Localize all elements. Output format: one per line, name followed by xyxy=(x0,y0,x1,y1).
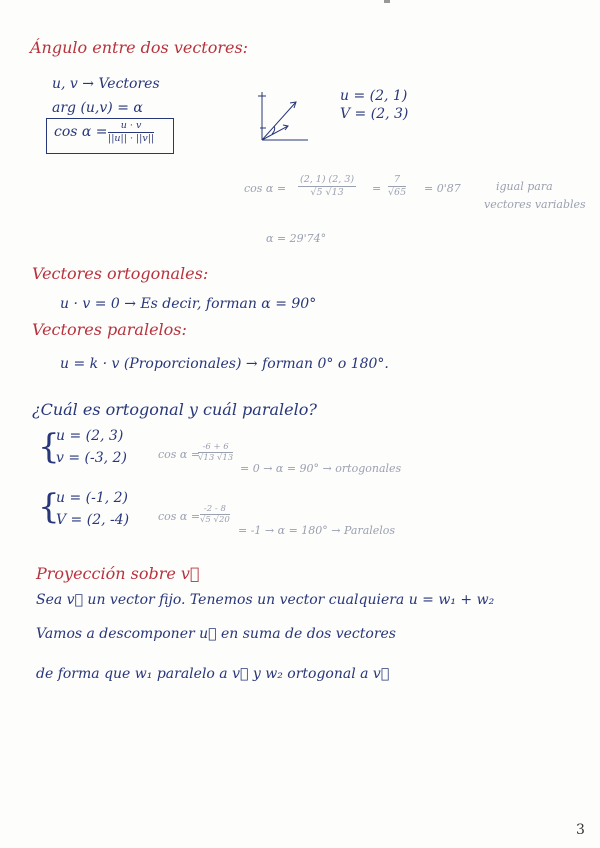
example-calc-numerator: (2, 1) (2, 3) xyxy=(300,174,355,185)
example-calc-fraction xyxy=(298,174,356,199)
pair1-u: u = (2, 3) xyxy=(56,428,124,444)
pair2-calc-numerator: -2 - 8 xyxy=(200,504,230,515)
example-calc-mid-denominator: √65 xyxy=(388,187,407,198)
heading-parallel: Vectores paralelos: xyxy=(32,320,187,339)
pair2-calc-denominator: √5 √20 xyxy=(200,515,230,525)
scan-mark xyxy=(384,0,390,3)
example-calc-denominator: √5 √13 xyxy=(310,187,344,198)
cos-formula-lhs: cos α = xyxy=(54,124,108,140)
projection-line-3: de forma que w₁ paralelo a v⃗ y w₂ ortogonal a v⃗ xyxy=(36,666,390,682)
example-calc-mid-fraction xyxy=(388,174,406,199)
example-calc-mid-numerator: 7 xyxy=(388,174,406,187)
pair2-v: V = (2, -4) xyxy=(56,512,130,528)
example-note-1: igual para xyxy=(496,180,553,193)
example-u: u = (2, 1) xyxy=(340,88,408,104)
pair2-calc-rest: = -1 → α = 180° → Paralelos xyxy=(238,524,396,537)
page-number: 3 xyxy=(576,822,585,838)
example-calc-equals: = xyxy=(372,182,382,195)
section-title-angle: Ángulo entre dos vectores: xyxy=(30,38,249,57)
pair2-calc-lhs: cos α = xyxy=(158,510,201,523)
orthogonal-line: u · v = 0 → Es decir, forman α = 90° xyxy=(60,296,317,312)
projection-line-2: Vamos a descomponer u⃗ en suma de dos vectores xyxy=(36,626,396,642)
pair2-brace: { xyxy=(38,487,60,527)
cos-formula-fraction xyxy=(108,120,154,145)
pair2-calc-fraction xyxy=(200,504,230,525)
example-alpha: α = 29'74° xyxy=(266,232,327,245)
vector-sketch xyxy=(250,88,320,148)
pair1-v: v = (-3, 2) xyxy=(56,450,127,466)
pair1-calc-rest: = 0 → α = 90° → ortogonales xyxy=(240,462,402,475)
pair1-brace: { xyxy=(38,427,60,467)
pair1-calc-denominator: √13 √13 xyxy=(198,453,234,463)
vectors-line: u, v → Vectores xyxy=(52,76,160,92)
cos-formula-numerator: u · v xyxy=(108,120,154,133)
example-note-2: vectores variables xyxy=(484,198,586,211)
pair1-calc-lhs: cos α = xyxy=(158,448,201,461)
example-v: V = (2, 3) xyxy=(340,106,409,122)
cos-formula-denominator: ||u|| · ||v|| xyxy=(108,133,155,144)
pair2-u: u = (-1, 2) xyxy=(56,490,129,506)
pair1-calc-numerator: -6 + 6 xyxy=(198,442,233,453)
arg-line: arg (u,v) = α xyxy=(52,100,143,116)
parallel-line: u = k · v (Proporcionales) → forman 0° o 180°. xyxy=(60,356,389,372)
heading-orthogonal: Vectores ortogonales: xyxy=(32,264,209,283)
question-text: ¿Cuál es ortogonal y cuál paralelo? xyxy=(32,400,317,419)
example-calc-lhs: cos α = xyxy=(244,182,287,195)
projection-line-1: Sea v⃗ un vector fijo. Tenemos un vector cualquiera u = w₁ + w₂ xyxy=(36,592,495,608)
pair1-calc-fraction xyxy=(198,442,233,463)
heading-projection: Proyección sobre v⃗ xyxy=(36,564,200,583)
example-calc-result: = 0'87 xyxy=(424,182,461,195)
